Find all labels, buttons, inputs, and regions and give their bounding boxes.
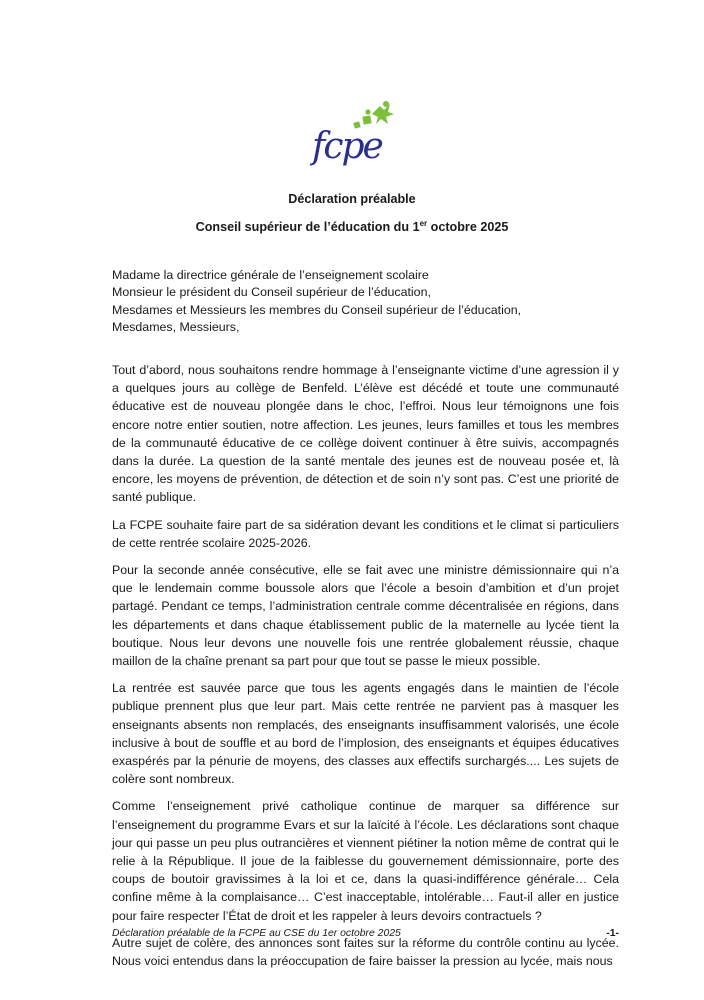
body-text <box>112 361 619 979</box>
fcpe-logo-icon <box>308 100 400 168</box>
salutation-line: Mesdames, Messieurs, <box>112 320 240 335</box>
page-number: -1- <box>606 928 619 939</box>
salutation-line: Monsieur le président du Conseil supérieur de l’éducation, <box>112 285 431 300</box>
salutation-block <box>112 267 521 337</box>
paragraph: Pour la seconde année consécutive, elle se fait avec une ministre démissionnaire qui n’a que le lendemain comme boussole alors que l’école a besoin d’ambition et d’un projet partagé. Pendant ce temps, l’administration centrale comme décentralisée en régions, dans les départements et dans chaque établissement public de la maternelle au lycée tient la boutique. Nous leur devons une nouvelle fois une rentrée globalement réussie, chaque maillon de la chaîne prenant sa part pour que tout se passe le mieux possible. <box>112 563 619 669</box>
paragraph: Autre sujet de colère, des annonces sont faites sur la réforme du contrôle continu au lycée. Nous voici entendus dans la préoccupation de faire baisser la pression au lycée, mais nous <box>112 935 619 969</box>
salutation-line: Madame la directrice générale de l’enseignement scolaire <box>112 268 429 282</box>
document-title: Déclaration préalable <box>288 192 416 206</box>
paragraph: La rentrée est sauvée parce que tous les agents engagés dans le maintien de l’école publique prennent plus que leur part. Mais cette rentrée ne parvient pas à masquer les enseignants absents non remplacés, des enseignants insuffisamment valorisés, une école inclusive à bout de souffle et au bord de l’implosion, des enseignants et équipes éducatives exaspérés par la pénurie de moyens, des classes aux effectifs surchargés.... Les sujets de colère sont nombreux. <box>112 681 619 787</box>
paragraph: Tout d’abord, nous souhaitons rendre hommage à l’enseignante victime d’une agression il y a quelques jours au collège de Benfeld. L’élève est décédé et toute une communauté éducative est de nouveau plongée dans le choc, l’effroi. Nous leur témoignons une fois encore notre entier soutien, notre affection. Les jeunes, leurs familles et tous les membres de la communauté éducative de ce collège doivent continuer à être suivis, accompagnés dans la durée. La question de la santé mentale des jeunes est de nouveau posée et, là encore, les moyens de prévention, de détection et de soin n’y sont pas. C’est une priorité de santé publique. <box>112 363 619 505</box>
paragraph: Comme l’enseignement privé catholique continue de marquer sa différence sur l’enseignement du programme Evars et sur la laïcité à l’école. Les déclarations sont chaque jour qui passe un peu plus outrancières et viennent piétiner la notion même de contrat qui le relie à la République. Il joue de la faiblesse du gouvernement démissionnaire, porte des coups de boutoir gravissimes à la loi et ce, dans la quasi-indifférence générale… Cela confine même à la complaisance… C’est inacceptable, intolérable… Faut-il aller en justice pour faire respecter l’État de droit et les rappeler à leurs devoirs contractuels ? <box>112 799 619 923</box>
salutation-line: Mesdames et Messieurs les membres du Conseil supérieur de l’éducation, <box>112 302 522 317</box>
svg-text:fcpe: fcpe <box>312 126 382 167</box>
paragraph: La FCPE souhaite faire part de sa sidération devant les conditions et le climat si particuliers de cette rentrée scolaire 2025-2026. <box>112 517 619 550</box>
document-subtitle: Conseil supérieur de l’éducation du 1er octobre 2025 <box>195 219 509 234</box>
footer-text: Déclaration préalable de la FCPE au CSE du 1er octobre 2025 <box>112 928 401 939</box>
page-footer <box>112 928 619 939</box>
